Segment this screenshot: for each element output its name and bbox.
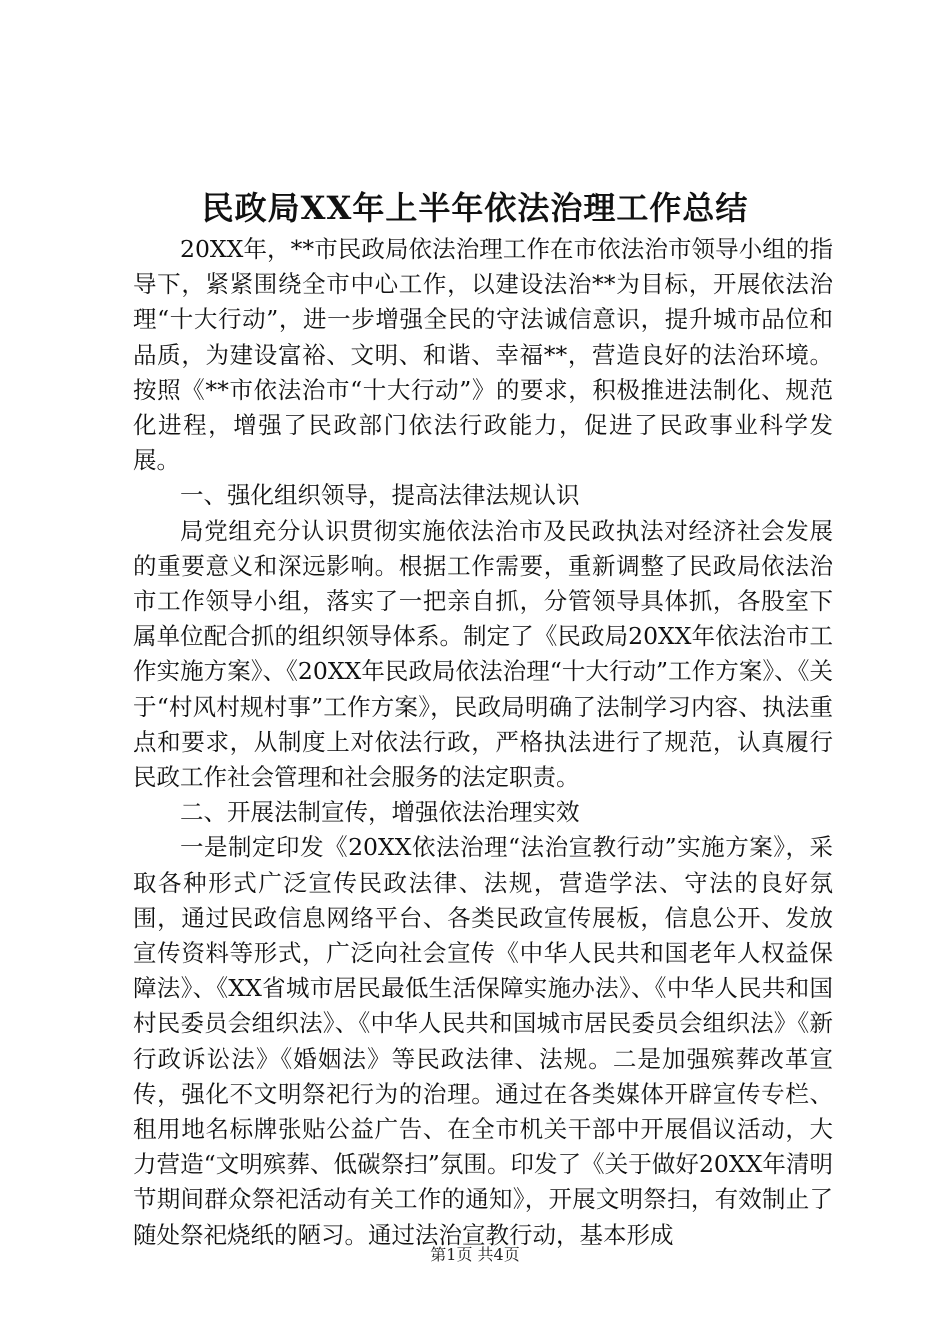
- section-heading-1: 一、强化组织领导，提高法律法规认识: [180, 481, 580, 510]
- document-body: [133, 232, 833, 1253]
- section-heading-2: 二、开展法制宣传，增强依法治理实效: [180, 798, 580, 827]
- section-1-paragraph: 局党组充分认识贯彻实施依法治市及民政执法对经济社会发展的重要意义和深远影响。根据工作需要，重新调整了民政局依法治市工作领导小组，落实了一把亲自抓，分管领导具体抓，各股室下属单位配合抓的组织领导体系。制定了《民政局20XX年依法治市工作实施方案》、《20XX年民政局依法治理“十大行动”工作方案》、《关于“村风村规村事”工作方案》，民政局明确了法制学习内容、执法重点和要求，从制度上对依法行政，严格执法进行了规范，认真履行民政工作社会管理和社会服务的法定职责。: [133, 516, 833, 792]
- intro-paragraph: 20XX年，**市民政局依法治理工作在市依法治市领导小组的指导下，紧紧围绕全市中心工作，以建设法治**为目标，开展依法治理“十大行动”，进一步增强全民的守法诚信意识，提升城市品位和品质，为建设富裕、文明、和谐、幸福**，营造良好的法治环境。按照《**市依法治市“十大行动”》的要求，积极推进法制化、规范化进程，增强了民政部门依法行政能力，促进了民政事业科学发展。: [133, 235, 833, 475]
- page-footer: 第1页 共4页: [430, 1245, 520, 1264]
- document-title: 民政局XX年上半年依法治理工作总结: [201, 189, 749, 227]
- section-2-paragraph: 一是制定印发《20XX依法治理“法治宣教行动”实施方案》，采取各种形式广泛宣传民政法律、法规，营造学法、守法的良好氛围，通过民政信息网络平台、各类民政宣传展板，信息公开、发放宣传资料等形式，广泛向社会宣传《中华人民共和国老年人权益保障法》、《XX省城市居民最低生活保障实施办法》、《中华人民共和国村民委员会组织法》、《中华人民共和国城市居民委员会组织法》《新行政诉讼法》《婚姻法》等民政法律、法规。二是加强殡葬改革宣传，强化不文明祭祀行为的治理。通过在各类媒体开辟宣传专栏、租用地名标牌张贴公益广告、在全市机关干部中开展倡议活动，大力营造“文明殡葬、低碳祭扫”氛围。印发了《关于做好20XX年清明节期间群众祭祀活动有关工作的通知》，开展文明祭扫，有效制止了随处祭祀烧纸的陋习。通过法治宣教行动，基本形成: [133, 833, 833, 1249]
